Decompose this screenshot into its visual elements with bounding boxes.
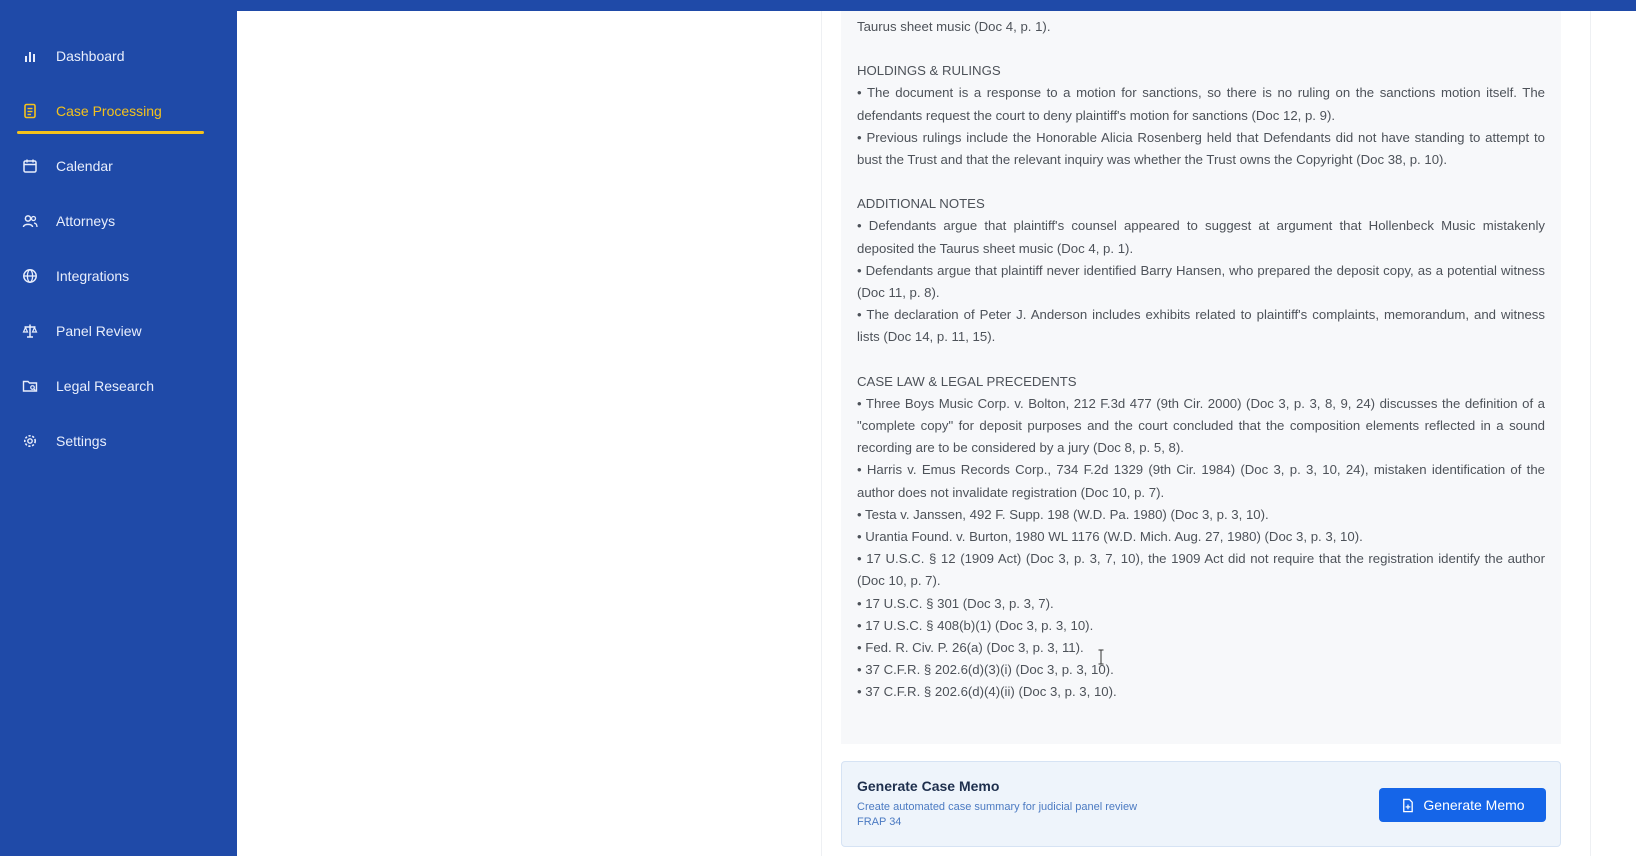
spacer xyxy=(857,171,1545,193)
users-icon xyxy=(22,213,38,229)
sidebar-item-legal-research[interactable] xyxy=(0,358,237,413)
sidebar-item-calendar[interactable] xyxy=(0,138,237,193)
doc-bullet: • 37 C.F.R. § 202.6(d)(3)(i) (Doc 3, p. 3, 10). xyxy=(857,662,1114,678)
doc-bullet: • 37 C.F.R. § 202.6(d)(4)(ii) (Doc 3, p. 3, 10). xyxy=(857,684,1117,700)
main-area xyxy=(237,11,1636,856)
sidebar xyxy=(0,0,237,856)
section-heading-case-law: CASE LAW & LEGAL PRECEDENTS xyxy=(857,373,1077,389)
scales-icon xyxy=(22,323,38,339)
sidebar-item-label: Integrations xyxy=(56,267,130,284)
bar-chart-icon xyxy=(22,48,38,64)
generate-memo-label: Generate Memo xyxy=(1423,797,1525,813)
sidebar-item-label: Dashboard xyxy=(56,47,125,64)
sidebar-item-case-processing[interactable] xyxy=(0,83,237,138)
document-icon xyxy=(22,103,38,119)
doc-bullet: • Fed. R. Civ. P. 26(a) (Doc 3, p. 3, 11). xyxy=(857,640,1084,656)
section-heading-holdings: HOLDINGS & RULINGS xyxy=(857,63,1001,79)
doc-bullet: • Testa v. Janssen, 492 F. Supp. 198 (W.D. Pa. 1980) (Doc 3, p. 3, 10). xyxy=(857,506,1269,522)
sidebar-item-panel-review[interactable] xyxy=(0,303,237,358)
doc-bullet: • Harris v. Emus Records Corp., 734 F.2d 1329 (9th Cir. 1984) (Doc 3, p. 3, 10, 24), mistaken identification of the author does not invalidate registration (Doc 10, p. 7). xyxy=(857,462,1545,500)
doc-bullet: • The declaration of Peter J. Anderson includes exhibits related to plaintiff's complaints, memorandum, and witness lists (Doc 14, p. 11, 15). xyxy=(857,307,1545,345)
sidebar-item-label: Case Processing xyxy=(56,102,162,119)
section-heading-additional-notes: ADDITIONAL NOTES xyxy=(857,196,985,212)
sidebar-item-integrations[interactable] xyxy=(0,248,237,303)
sidebar-item-label: Calendar xyxy=(56,157,113,174)
doc-bullet: • The document is a response to a motion for sanctions, so there is no ruling on the sanctions motion itself. The defendants request the court to deny plaintiff's motion for sanctions (Doc 12, p. 9). xyxy=(857,85,1545,123)
doc-bullet: • 17 U.S.C. § 12 (1909 Act) (Doc 3, p. 3, 7, 10), the 1909 Act did not require that the registration identify the author (Doc 10, p. 7). xyxy=(857,551,1545,589)
sidebar-item-attorneys[interactable] xyxy=(0,193,237,248)
case-analysis-text[interactable] xyxy=(841,11,1561,744)
memo-title: Generate Case Memo xyxy=(857,778,1000,794)
case-detail-card xyxy=(821,11,1591,856)
gear-icon xyxy=(22,433,38,449)
spacer xyxy=(857,38,1545,60)
sidebar-item-label: Settings xyxy=(56,432,107,449)
folder-search-icon xyxy=(22,378,38,394)
doc-bullet: • Previous rulings include the Honorable Alicia Rosenberg held that Defendants did not have standing to attempt to bust the Trust and that the relevant inquiry was whether the Trust owns the Copyright (Doc 38, p. 10). xyxy=(857,129,1545,168)
sidebar-item-settings[interactable] xyxy=(0,413,237,468)
memo-subtitle: Create automated case summary for judicial panel review xyxy=(857,801,1138,813)
sidebar-item-label: Attorneys xyxy=(56,212,116,229)
doc-bullet: • Defendants argue that plaintiff's counsel appeared to suggest at argument that Hollenbeck Music mistakenly deposited the Taurus sheet music (Doc 4, p. 1). xyxy=(857,218,1545,256)
doc-bullet: • Defendants argue that plaintiff never identified Barry Hansen, who prepared the deposit copy, as a potential witness (Doc 11, p. 8). xyxy=(857,262,1545,301)
spacer xyxy=(857,349,1545,371)
doc-bullet: • 17 U.S.C. § 301 (Doc 3, p. 3, 7). xyxy=(857,595,1054,611)
calendar-icon xyxy=(22,158,38,174)
memo-rule: FRAP 34 xyxy=(857,816,902,828)
text-cursor-icon xyxy=(1097,649,1105,665)
generate-memo-button[interactable] xyxy=(1379,788,1546,822)
globe-icon xyxy=(22,268,38,284)
top-bar xyxy=(0,0,1636,11)
doc-line: Taurus sheet music (Doc 4, p. 1). xyxy=(857,19,1051,34)
sidebar-item-label: Legal Research xyxy=(56,377,155,394)
sidebar-item-label: Panel Review xyxy=(56,322,142,339)
doc-bullet: • Three Boys Music Corp. v. Bolton, 212 F.3d 477 (9th Cir. 2000) (Doc 3, p. 3, 8, 9, 24) discusses the definition of a "complete copy" for deposit purposes and the court concluded that the composition elements reflected in a sound recording are to be considered by a jury (Doc 8, p. 5, 8). xyxy=(857,395,1545,456)
doc-bullet: • Urantia Found. v. Burton, 1980 WL 1176 (W.D. Mich. Aug. 27, 1980) (Doc 3, p. 3, 10). xyxy=(857,529,1363,545)
doc-bullet: • 17 U.S.C. § 408(b)(1) (Doc 3, p. 3, 10). xyxy=(857,617,1094,633)
generate-memo-panel xyxy=(841,761,1561,847)
document-plus-icon xyxy=(1400,798,1415,813)
sidebar-item-dashboard[interactable] xyxy=(0,28,237,83)
